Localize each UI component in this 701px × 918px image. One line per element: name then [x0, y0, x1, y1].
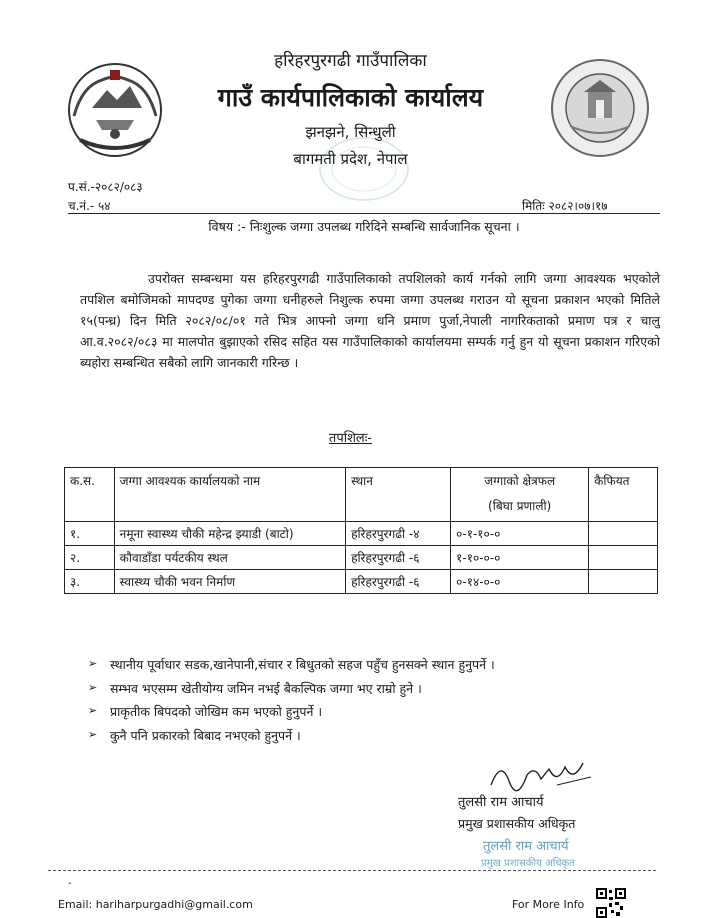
arrowhead-bullet-icon: ➢: [88, 657, 98, 670]
header-area-unit: (बिघा प्रणाली): [488, 499, 552, 513]
table-header-row: [65, 468, 658, 522]
cell-area: १-१०-०-०: [451, 546, 589, 570]
cell-area: ०-१४-०-०: [451, 570, 589, 594]
cell-serial: ३.: [65, 570, 115, 594]
office-name: गाउँ कार्यपालिकाको कार्यालय: [217, 83, 484, 112]
header-area: [451, 468, 589, 522]
condition-text: कुनै पनि प्रकारको बिबाद नभएको हुनुपर्ने ।: [110, 727, 301, 743]
condition-text: प्राकृतीक बिपदको जोखिम कम भएको हुनुपर्ने ।: [110, 704, 323, 719]
cell-remarks: [589, 570, 658, 594]
header-divider: [68, 213, 660, 214]
signatory-title: प्रमुख प्रशासकीय अधिकृत: [458, 816, 576, 831]
header-office: जग्गा आवश्यक कार्यालयको नाम: [114, 468, 345, 522]
notice-subject: विषय :- निःशुल्क जग्गा उपलब्ध गरिदिने सम्बन्धि सार्वजानिक सूचना ।: [208, 219, 520, 234]
condition-text: सम्भव भएसम्म खेतीयोग्य जमिन नभई बैकल्पिक जग्गा भए राम्रो हुने ।: [110, 680, 422, 696]
cell-remarks: [589, 522, 658, 546]
cell-area: ०-१-१०-०: [451, 522, 589, 546]
footer-mark: -: [68, 878, 72, 889]
dispatch-number: च.नं.- ५४: [68, 199, 111, 213]
arrowhead-bullet-icon: ➢: [88, 680, 98, 694]
land-requirement-table: [64, 467, 658, 594]
condition-text: स्थानीय पूर्वाधार सडक,खानेपानी,संचार र बिधुतको सहज पहुँच हुनसक्ने स्थान हुनुपर्ने ।: [110, 657, 495, 672]
footer-divider: [48, 870, 656, 871]
table-row: [65, 522, 658, 546]
municipality-name: हरिहरपुरगढी गाउँपालिका: [274, 51, 427, 71]
province-country: बागमती प्रदेश, नेपाल: [293, 150, 408, 168]
cell-office: नमूना स्वास्थ्य चौकी महेन्द्र झ्याडी (बाटो): [114, 522, 345, 546]
footer-more-info: For More Info: [512, 898, 585, 911]
letter-date: मितिः २०८२।०७।१७: [522, 199, 608, 213]
list-item: [88, 703, 648, 727]
stamp-signatory-name: तुलसी राम आचार्य: [483, 839, 569, 854]
cell-remarks: [589, 546, 658, 570]
signatory-name: तुलसी राम आचार्य: [458, 795, 544, 810]
table-row: [65, 570, 658, 594]
conditions-list: [88, 656, 648, 750]
office-stamp-watermark: [318, 136, 410, 202]
list-item: [88, 727, 648, 751]
arrowhead-bullet-icon: ➢: [88, 727, 98, 741]
cell-place: हरिहरपुरगढी -६: [346, 570, 451, 594]
letter-reference-number: प.सं.-२०८२/०८३: [68, 180, 143, 194]
cell-serial: १.: [65, 522, 115, 546]
header-place: स्थान: [346, 468, 451, 522]
cell-place: हरिहरपुरगढी -६: [346, 546, 451, 570]
arrowhead-bullet-icon: ➢: [88, 704, 98, 717]
cell-office: स्वास्थ्य चौकी भवन निर्माण: [114, 570, 345, 594]
notice-body: उपरोक्त सम्बन्धमा यस हरिहरपुरगढी गाउँपालिकाको तपशिलको कार्य गर्नको लागि जग्गा आवश्यक भएकोले तपशिल बमोजिमको मापदण्ड पुगेका जग्गा धनीहरुले निशुल्क रुपमा जग्गा उपलब्ध गराउन यो सूचना प्रकाशन भएको मितिले १५(पन्ध्र) दिन मिति २०८२/०८/०१ गते भित्र आफ्नो जग्गा धनि प्रमाण पुर्जा,नेपाली नागरिकताको प्रमाण पत्र र चालु आ.व.२०८२/०८३ मा मालपोत बुझाएको रसिद सहित यस गाउँपालिकाको कार्यालयमा सम्पर्क गर्नु हुन यो सूचना प्रकाशन गरिएको ब्यहोरा सम्बन्धित सबैको लागि जानकारी गरिन्छ ।: [80, 271, 660, 370]
cell-office: कौवाडाँडा पर्यटकीय स्थल: [114, 546, 345, 570]
table-row: [65, 546, 658, 570]
header-area-label: जग्गाको क्षेत्रफल: [484, 474, 556, 488]
cell-serial: २.: [65, 546, 115, 570]
stamp-signatory-title: प्रमुख प्रशासकीय अधिकृत: [481, 858, 575, 869]
list-item: [88, 656, 648, 680]
handwritten-signature: [487, 755, 597, 795]
footer-email: Email: hariharpurgadhi@gmail.com: [58, 898, 253, 911]
details-title: तपशिलः-: [328, 431, 373, 446]
qr-code-icon: [596, 888, 626, 918]
header-remarks: कैफियत: [589, 468, 658, 522]
office-address: झनझने, सिन्धुली: [305, 123, 396, 141]
header-serial: क.स.: [65, 468, 115, 522]
cell-place: हरिहरपुरगढी -४: [346, 522, 451, 546]
list-item: [88, 680, 648, 704]
